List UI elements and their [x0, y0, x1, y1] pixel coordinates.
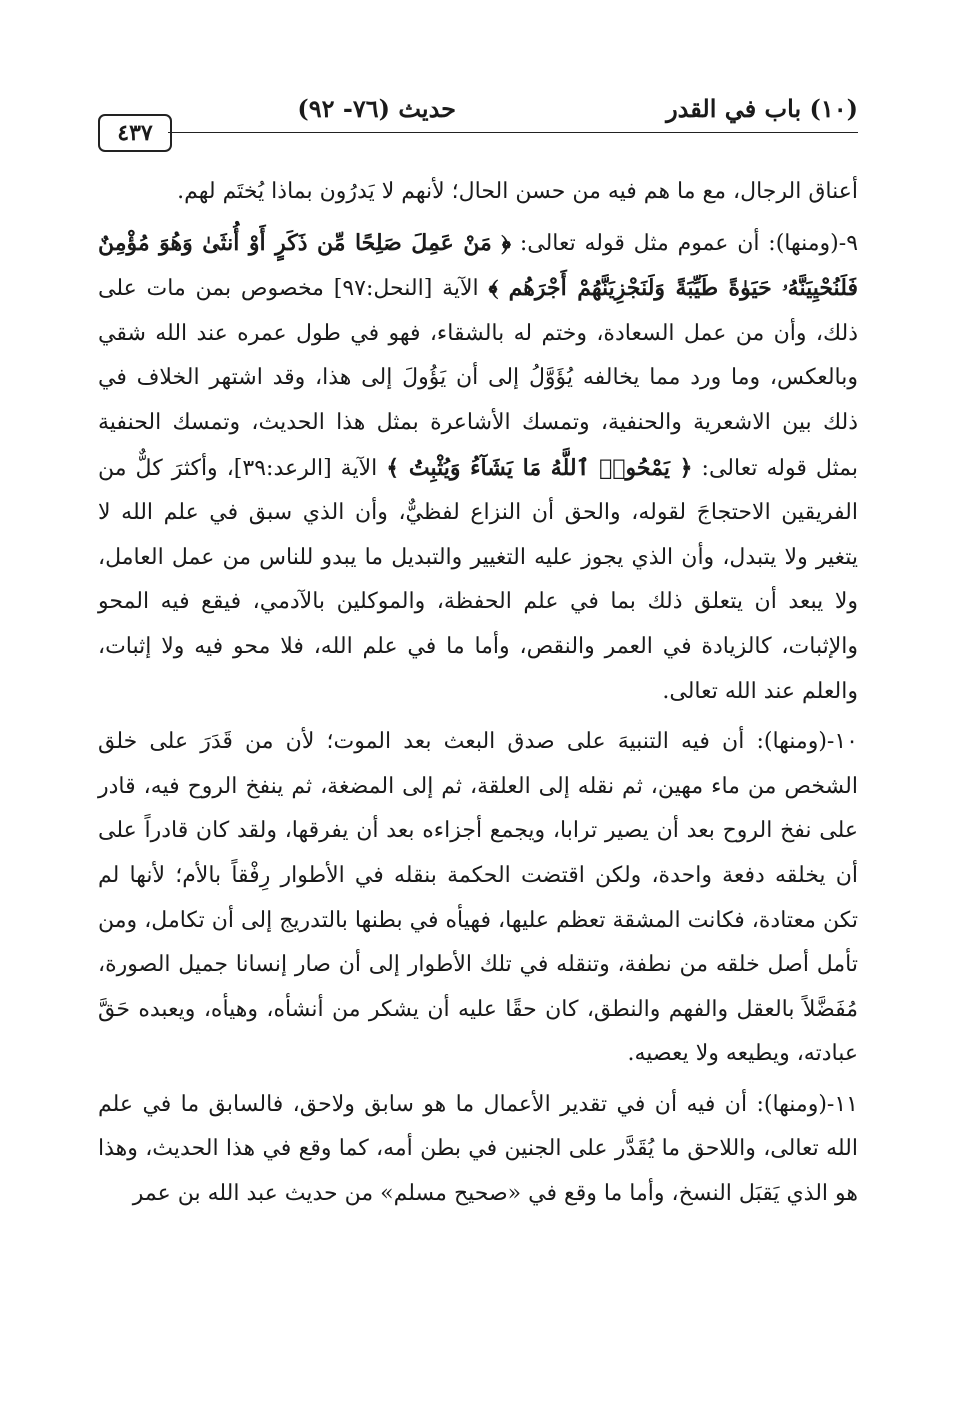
paragraph-text: أن فيه أن في تقدير الأعمال ما هو سابق ولاحق، فالسابق ما في علم الله تعالى، واللاحق ما يُقَدَّر على الجنين في بطن أمه، كما وقع في هذا الحديث، وهذا هو الذي يَقبَل النسخ، وأما ما وقع في «صحيح مسلم» من حديث عبد الله بن عمر [98, 1091, 858, 1207]
point-number: ١٠-(ومنها): [756, 729, 858, 755]
quran-verse: ﴿ يَمْحُوا۟ ٱللَّهُ مَا يَشَآءُ وَيُثْبِتُ ﴾ [386, 454, 693, 481]
paragraph-text: الآية [الرعد:٣٩]، وأكثرَ كلٌّ من الفريقين الاحتجاجَ لقوله، والحق أن النزاع لفظيٌّ، وأن الذي سبق في علم الله لا يتغير ولا يتبدل، وأن الذي يجوز عليه التغيير والتبديل ما يبدو للناس من عمل العامل، ولا يبعد أن يتعلق ذلك بما في علم الحفظة، والموكلين بالآدمي، فيقع فيه المحو والإثبات، كالزيادة في العمر والنقص، وأما ما في علم الله، فلا محو فيه ولا إثبات، والعلم عند الله تعالى. [98, 455, 858, 704]
header-rule [168, 132, 858, 133]
paragraph-10 [98, 720, 858, 1077]
page-header [98, 92, 858, 152]
hadith-range: حديث (٧٦- ٩٢) [297, 94, 456, 123]
point-number: ٩-(ومنها): [768, 230, 859, 256]
paragraph-text: أن فيه التنبيهَ على صدق البعث بعد الموت؛ لأن من قَدَرَ على خلق الشخص من ماء مهين، ثم نقله إلى العلقة، ثم إلى المضغة، ثم ينفخ الروح فيه، قادر على نفخ الروح بعد أن يصير ترابا، ويجمع أجزاءه بعد أن يفرقها، ولقد كان قادراً على أن يخلقه دفعة واحدة، ولكن اقتضت الحكمة بنقله في الأطوار رِفْقاً بالأم؛ لأنها لم تكن معتادة، فكانت المشقة تعظم عليها، فهيأه في بطنها بالتدريج إلى أن تكامل، ومن تأمل أصل خلقه من نطفة، وتنقله في تلك الأطوار إلى أن صار إنسانا جميل الصورة، مُفَضَّلاً بالعقل والفهم والنطق، كان حقًا عليه أن يشكر من أنشأه، وهيأه، ويعبده حَقَّ عبادته، ويطيعه ولا يعصيه. [98, 729, 858, 1067]
paragraph-text: أعناق الرجال، مع ما هم فيه من حسن الحال؛ لأنهم لا يَدرُون بماذا يُختَم لهم. [177, 179, 858, 204]
body-text [98, 170, 858, 1217]
quran-verse: ﴿ مَنْ عَمِلَ صَلِحًا مِّن ذَكَرٍ أَوْ أُنثَىٰ وَهُوَ مُؤْمِنٌ فَلَنُحْيِيَنَّهُۥ حَيَوٰةً طَيِّبَةً وَلَنَجْزِيَنَّهُمْ أَجْرَهُم ﴾ [98, 229, 858, 302]
paragraph-text: الآية [النحل:٩٧] مخصوص بمن مات على ذلك، وأن من عمل السعادة، وختم له بالشقاء، فهو في طول عمره عند الله شقي وبالعكس، وما ورد مما يخالفه يُؤَوَّلُ إلى أن يَؤُولَ إلى هذا، وقد اشتهر الخلاف في ذلك بين الاشعرية والحنفية، وتمسك الأشاعرة بمثل هذا الحديث، وتمسك الحنفية بمثل قوله تعالى: [98, 276, 858, 481]
page-number: ٤٣٧ [98, 114, 172, 152]
paragraph-9 [98, 221, 858, 715]
paragraph-11 [98, 1083, 858, 1217]
paragraph-continuation [98, 170, 858, 215]
paragraph-text: أن عموم مثل قوله تعالى: [511, 230, 769, 256]
chapter-title: (١٠) باب في القدر [666, 94, 858, 123]
point-number: ١١-(ومنها): [756, 1091, 858, 1117]
